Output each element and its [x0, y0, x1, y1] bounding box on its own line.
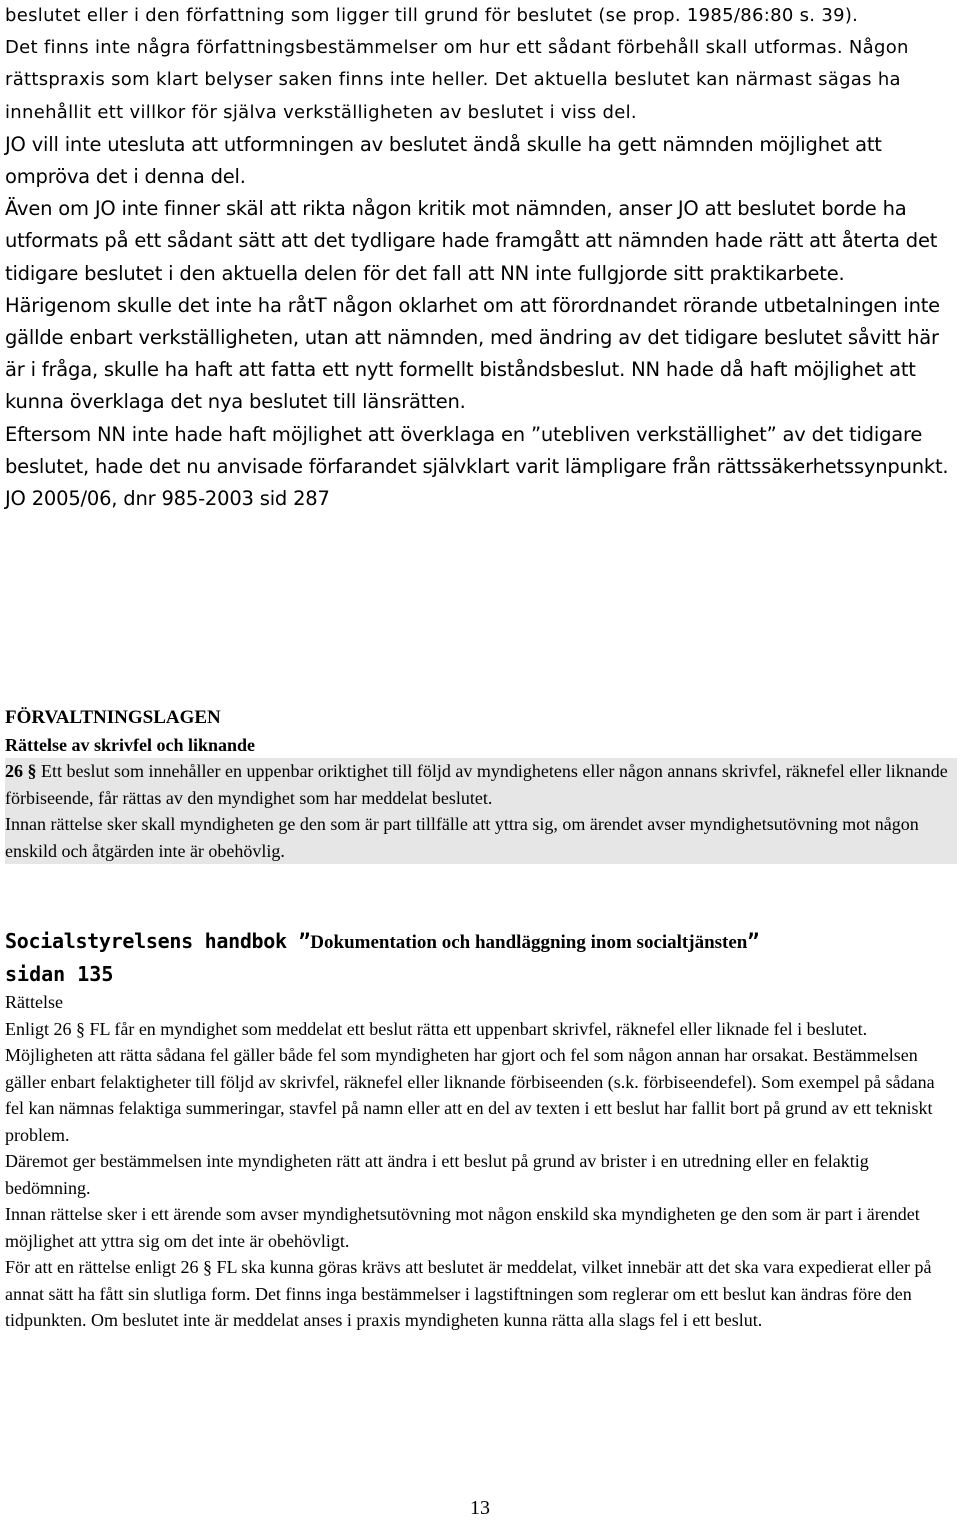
paragraph: beslutet eller i den författning som ligger till grund för beslutet (se prop. 1985/86:80 s. 39). — [5, 5, 859, 26]
paragraph: Eftersom NN inte hade haft möjlighet att överklaga en ”utebliven verkställighet” av det tidigare beslutet, hade det nu anvisade förfarandet självklart varit lämpligare från rättssäkerhetssynpunkt. — [5, 422, 949, 478]
subheading: Rättelse — [5, 992, 63, 1012]
law-text-box — [5, 758, 957, 864]
handbook-book-title: Dokumentation och handläggning inom socialtjänsten — [310, 932, 748, 953]
socialstyrelsen-section — [5, 925, 957, 1334]
law-text-1: Ett beslut som innehåller en uppenbar oriktighet till följd av myndighetens eller någon annans skrivfel, räknefel eller liknande förbiseende, får rättas av den myndighet som har meddelat beslutet. — [5, 761, 948, 808]
law-text-2: Innan rättelse sker skall myndigheten ge den som är part tillfälle att yttra sig, om ärendet avser myndighetsutövning mot någon enskild och åtgärden inte är obehövlig. — [5, 814, 919, 861]
law-text — [5, 758, 957, 811]
section-title: Rättelse av skrivfel och liknande — [5, 734, 255, 755]
handbook-title-prefix: Socialstyrelsens handbok — [5, 929, 287, 953]
page-reference: sidan 135 — [5, 962, 114, 986]
paragraph: Däremot ger bestämmelsen inte myndigheten rätt att ändra i ett beslut på grund av brister i en utredning eller en felaktig bedömning. — [5, 1151, 869, 1198]
paragraph: Det finns inte några författningsbestämmelser om hur ett sådant förbehåll skall utformas. Någon rättspraxis som klart belyser saken finns inte heller. Det aktuella beslutet kan närmast sägas ha innehållit ett villkor för själva verkställigheten av beslutet i viss del. — [5, 37, 909, 123]
paragraph: JO vill inte utesluta att utformningen av beslutet ändå skulle ha gett nämnden möjlighet att ompröva det i denna del. — [5, 132, 882, 189]
paragraph: Även om JO inte finner skäl att rikta någon kritik mot nämnden, anser JO att beslutet borde ha utformats på ett sådant sätt att det tydligare hade framgått att nämnden hade rätt att återta det tidigare beslutet i den aktuella delen för det fall att NN inte fullgjorde sitt praktikarbete. Härigenom skulle det inte ha råtT någon oklarhet om att förordnandet rörande utbetalningen inte gällde enbart verkställigheten, utan att nämnden, med ändring av det tidigare beslutet såvitt här är i fråga, skulle ha haft att fatta ett nytt formellt biståndsbeslut. NN hade då haft möjlighet att kunna överklaga det nya beslutet till länsrätten. — [5, 197, 940, 414]
section-number: 26 § — [5, 761, 37, 781]
forvaltningslagen-section — [5, 705, 957, 864]
law-title: FÖRVALTNINGSLAGEN — [5, 707, 221, 728]
page-number: 13 — [470, 1497, 490, 1519]
paragraph: Enligt 26 § FL får en myndighet som meddelat ett beslut rätta ett uppenbart skrivfel, räknefel eller liknade fel i beslutet. Möjligheten att rätta sådana fel gäller både fel som myndigheten har gjort och fel som någon annan har orsakat. Bestämmelsen gäller enbart felaktigheter till följd av skrivfel, räknefel eller liknande förbiseenden (s.k. förbiseendefel). Som exempel på sådana fel kan nämnas felaktiga summeringar, stavfel på namn eller att en del av texten i ett beslut har fallit bort på grund av ett tekniskt problem. — [5, 1018, 935, 1145]
quote-open: ” — [298, 929, 311, 953]
source-citation: JO 2005/06, dnr 985-2003 sid 287 — [5, 487, 330, 511]
quote-close: ” — [747, 929, 760, 953]
paragraph: För att en rättelse enligt 26 § FL ska kunna göras krävs att beslutet är meddelat, vilket innebär att det ska vara expedierat eller på annat sätt ha fått sin slutliga form. Det finns inga bestämmelser i lagstiftningen som reglerar om ett beslut kan ändras före den tidpunkten. Om beslutet inte är meddelat anses i praxis myndigheten kunna rätta alla slags fel i ett beslut. — [5, 1257, 932, 1330]
jo-decision-section — [5, 0, 955, 515]
paragraph: Innan rättelse sker i ett ärende som avser myndighetsutövning mot någon enskild ska myndigheten ge den som är part i ärendet möjlighet att yttra sig om det inte är obehövligt. — [5, 1204, 920, 1251]
handbook-title — [5, 925, 957, 959]
